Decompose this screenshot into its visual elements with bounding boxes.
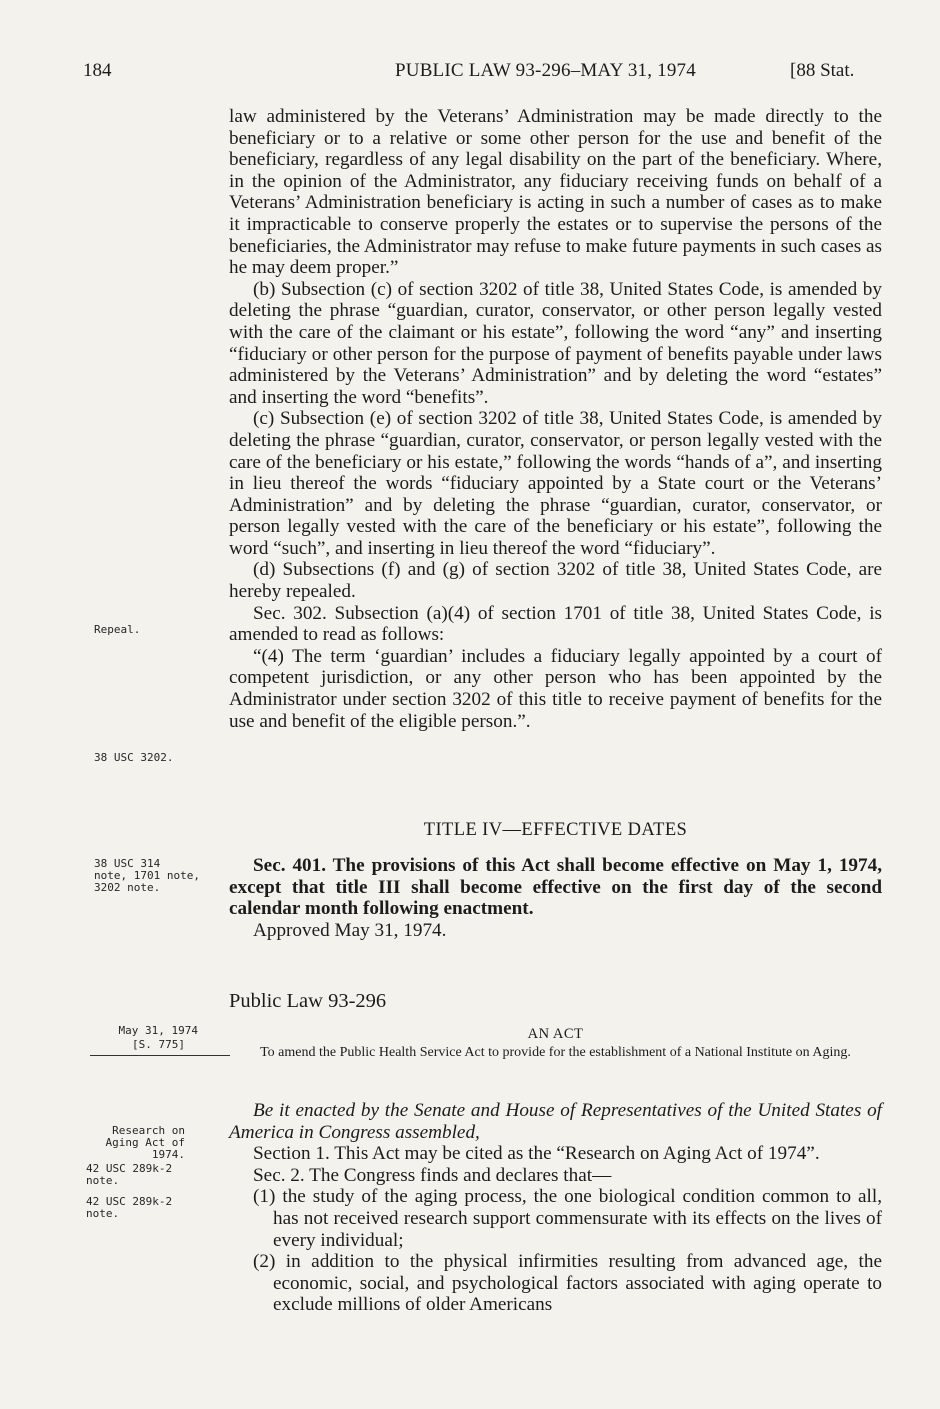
finding-2: (2) in addition to the physical infirmities resulting from advanced age, the economic, social, and psychological factors associated with aging operate to exclude millions of older Americans — [253, 1251, 882, 1316]
approved-date: Approved May 31, 1974. — [253, 919, 447, 941]
margin-note-38-usc-3202: 38 USC 3202. — [94, 751, 174, 764]
title-iv-heading: TITLE IV—EFFECTIVE DATES — [423, 820, 688, 840]
section-1: Section 1. This Act may be cited as the “Research on Aging Act of 1974”. — [253, 1143, 820, 1165]
enacting-clause: Be it enacted by the Senate and House of Representatives of the United States of America in Congress assembled, — [229, 1100, 882, 1143]
text-block-research — [229, 1100, 882, 1316]
section-401: Sec. 401. The provisions of this Act shall become effective on May 1, 1974, except that title III shall become effective on the first day of the second calendar month following enactment. — [229, 855, 882, 920]
margin-note-42-usc-289k-2-a: 42 USC 289k-2 note. — [86, 1162, 173, 1187]
section-2: Sec. 2. The Congress finds and declares that— — [253, 1164, 612, 1186]
page-number: 184 — [83, 60, 112, 81]
margin-rule — [90, 1055, 230, 1056]
margin-note-research-on-aging: Research on Aging Act of 1974. — [105, 1124, 185, 1161]
margin-note-date: May 31, 1974 — [118, 1024, 198, 1037]
text-block-top — [229, 106, 882, 732]
public-law-heading: Public Law 93-296 — [229, 990, 387, 1012]
statute-reference: [88 Stat. — [790, 60, 855, 81]
paragraph-b: (b) Subsection (c) of section 3202 of title 38, United States Code, is amended by deleting the phrase “guardian, curator, conservator, or other person legally vested with the care of the claimant or his estate”, following the word “any” and inserting “fiduciary or other person for the purpose of payment of benefits payable under laws administered by the Veterans’ Administration” and by deleting the word “estates” and inserting the word “benefits”. — [229, 278, 882, 408]
running-header — [0, 60, 940, 90]
margin-note-42-usc-289k-2-b: 42 USC 289k-2 note. — [86, 1195, 173, 1220]
paragraph-continued: law administered by the Veterans’ Administration may be made directly to the beneficiary or to a relative or some other person for the use and benefit of the beneficiary, regardless of any legal disability on the part of the beneficiary. Where, in the opinion of the Administrator, any fiduciary receiving funds on behalf of a Veterans’ Administration beneficiary is acting in such a number of cases as to make it impracticable to conserve properly the estates or to supervise the persons of the beneficiaries, the Administrator may refuse to make future payments in such cases as he may deem proper.” — [229, 106, 882, 279]
text-block-effective — [229, 855, 882, 941]
paragraph-d: (d) Subsections (f) and (g) of section 3202 of title 38, United States Code, are hereby repealed. — [229, 559, 882, 603]
an-act-label: AN ACT — [527, 1026, 584, 1042]
paragraph-guardian-definition: “(4) The term ‘guardian’ includes a fiduciary legally appointed by a court of competent jurisdiction, or any other person who has been appointed by the Administrator under section 3202 of this title to receive payment of benefits for the use and benefit of the eligible person.”. — [229, 645, 882, 732]
bleed-through-text — [150, 372, 153, 388]
section-302: Sec. 302. Subsection (a)(4) of section 1701 of title 38, United States Code, is amended to read as follows: — [229, 602, 882, 646]
act-purpose: To amend the Public Health Service Act to provide for the establishment of a National Institute on Aging. — [260, 1045, 851, 1060]
margin-note-bill: [S. 775] — [132, 1038, 185, 1051]
finding-1: (1) the study of the aging process, the one biological condition common to all, has not received research support commensurate with its effects on the lives of every individual; — [253, 1186, 882, 1251]
header-title: PUBLIC LAW 93-296–MAY 31, 1974 — [395, 60, 696, 81]
margin-note-repeal: Repeal. — [94, 623, 141, 636]
paragraph-c: (c) Subsection (e) of section 3202 of title 38, United States Code, is amended by deleting the phrase “guardian, curator, conservator, or person legally vested with the care of the beneficiary or his estate,” following the words “hands of a”, and inserting in lieu thereof the words “fiduciary appointed by a State court or the Veterans’ Administration” and by deleting the phrase “guardian, curator, conservator, or person legally vested with the care of the beneficiary or his estate”, following the word “such”, and inserting in lieu thereof the word “fiduciary”. — [229, 408, 882, 559]
margin-note-38-usc-314: 38 USC 314 note, 1701 note, 3202 note. — [94, 857, 200, 894]
